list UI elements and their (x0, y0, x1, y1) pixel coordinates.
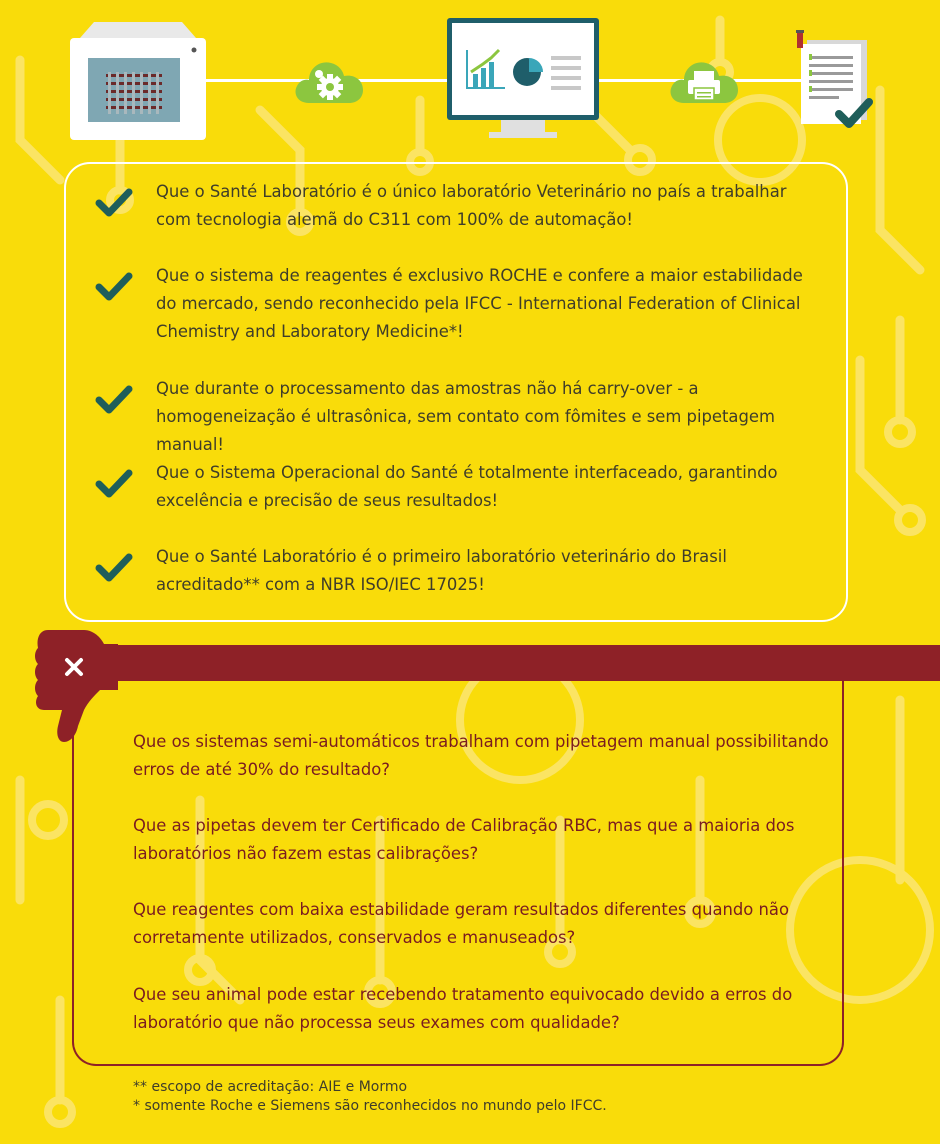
advantage-text: Que o Santé Laboratório é o único laboratório Veterinário no país a trabalhar com tecnologia alemã do C311 com 100% de automação! (156, 182, 787, 229)
check-icon (94, 467, 134, 501)
thumb-down-icon (34, 630, 118, 746)
warning-band (46, 645, 940, 681)
advantage-text: Que o sistema de reagentes é exclusivo ROCHE e confere a maior estabilidade do mercado, sendo reconhecido pela IFCC - International Federation of Clinical Chemistry and Laboratory Medicine*! (156, 266, 803, 341)
risk-text: Que reagentes com baixa estabilidade geram resultados diferentes quando não corretamente utilizados, conservados e manuseados? (133, 900, 790, 947)
check-icon (94, 383, 134, 417)
advantage-text: Que durante o processamento das amostras não há carry-over - a homogeneização é ultrasônica, sem contato com fômites e sem pipetagem manual! (156, 379, 775, 454)
footnote: * somente Roche e Siemens são reconhecidos no mundo pelo IFCC. (133, 1098, 607, 1114)
check-icon (94, 270, 134, 304)
monitor-chart-icon (447, 18, 599, 140)
lab-analyzer-icon (70, 18, 206, 140)
advantages-box (64, 162, 848, 622)
gear-cloud-icon (293, 55, 367, 105)
risk-text: Que as pipetas devem ter Certificado de Calibração RBC, mas que a maioria dos laboratórios não fazem estas calibrações? (133, 816, 795, 863)
advantage-text: Que o Sistema Operacional do Santé é totalmente interfaceado, garantindo excelência e precisão de seus resultados! (156, 463, 778, 510)
footnote: ** escopo de acreditação: AIE e Mormo (133, 1079, 408, 1095)
risk-text: Que seu animal pode estar recebendo tratamento equivocado devido a erros do laboratório que não processa seus exames com qualidade? (133, 985, 793, 1032)
check-icon (94, 551, 134, 585)
risk-text: Que os sistemas semi-automáticos trabalham com pipetagem manual possibilitando erros de até 30% do resultado? (133, 732, 829, 779)
advantage-text: Que o Santé Laboratório é o primeiro laboratório veterinário do Brasil acreditado** com a NBR ISO/IEC 17025! (156, 547, 727, 594)
report-check-icon (795, 30, 875, 130)
check-icon (94, 186, 134, 220)
printer-cloud-icon (668, 55, 742, 105)
